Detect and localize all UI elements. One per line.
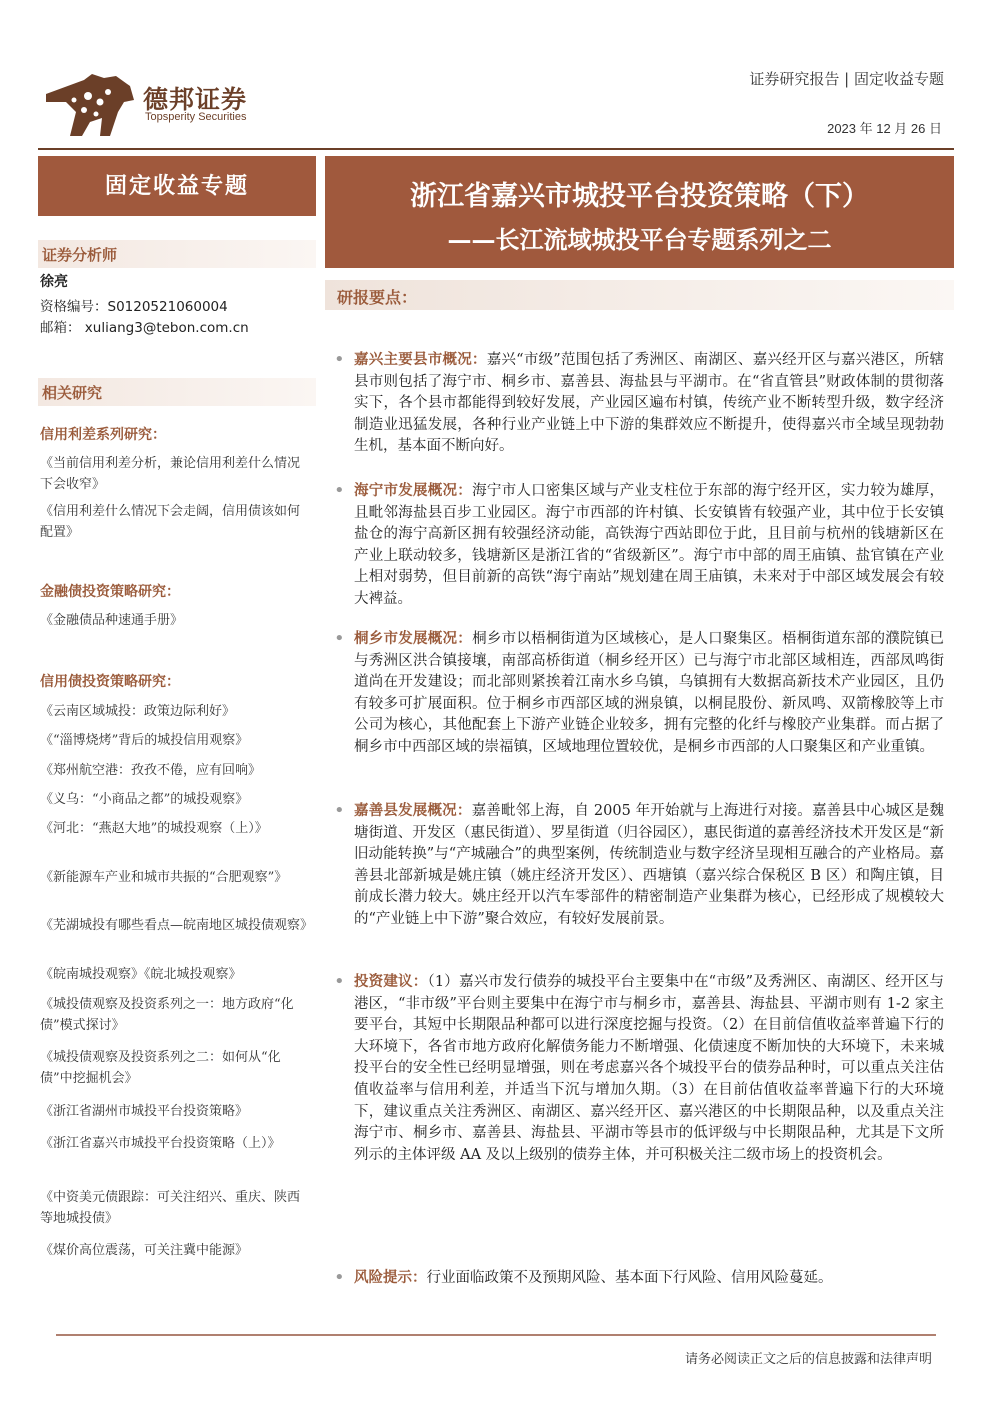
key-points-header [325,280,954,310]
related-link[interactable]: 《云南区域城投：政策边际利好》 [40,704,236,719]
company-logo-icon [44,72,136,138]
key-point-text: （1）嘉兴市发行债券的城投平台主要集中在“市级”及秀洲区、南湖区、经开区与港区，“非市级”平台则主要集中在海宁市与桐乡市，嘉善县、海盐县、平湖市则有 1-2 家主要平台，其短中长期限品种都可以进行深度挖掘与投资。（2）在目前信值收益率普遍下行的大环境下，各省市地方政府化解债务能力不断增强、化债速度不断加快的大环境下，未来城投平台的安全性已经明显增强，则在考虑嘉兴各个城投平台的债券品种时，可以重点关注估值收益率与信用利差，并适当下沉与增加久期。（3）在目前估值收益率普遍下行的大环境下，建议重点关注秀洲区、南湖区、嘉兴经开区、嘉兴港区的中长期限品种，以及重点关注海宁市、桐乡市、嘉善县、海盐县、平湖市等县市的低评级与中长期限品种，尤其是下文所列示的主体评级 AA 及以上级别的债券主体，并可积极关注二级市场上的投资机会。 [354,974,944,1163]
report-type: 证券研究报告 | 固定收益专题 [749,70,944,88]
bullet-icon: • [334,349,345,370]
key-point [354,349,944,458]
key-point-text: 桐乡市以梧桐街道为区域核心，是人口聚集区。梧桐街道东部的濮院镇已与秀洲区洪合镇接壤，南部高桥街道（桐乡经开区）已与海宁市北部区域相连，西部凤鸣街道尚在开发建设；而北部则紧挨着江南水乡乌镇，乌镇拥有大数据高新技术产业园区，且仍有较多可扩展面积。位于桐乡市西部区域的洲泉镇，以桐昆股份、新凤鸣、双箭橡胶等上市公司为核心，其他配套上下游产业链企业较多，拥有完整的化纤与橡胶产业集群。而占据了桐乡市中西部区域的崇福镇，区域地理位置较优，是桐乡市西部的人口聚集区和产业重镇。 [354,631,945,755]
analyst-section-header [38,240,316,268]
related-section-title: 信用利差系列研究： [40,427,166,443]
key-points-header-label: 研报要点： [337,288,418,307]
related-link[interactable]: 《城投债观察及投资系列之二：如何从“化债”中挖掘机会》 [40,1050,281,1086]
bullet-icon: • [334,628,345,649]
key-point [354,480,944,611]
related-link[interactable]: 《皖南城投观察》《皖北城投观察》 [40,967,242,982]
related-section-title: 金融债投资策略研究： [40,584,180,600]
report-subtitle: ——长江流域城投平台专题系列之二 [447,225,832,254]
key-point-title: 投资建议： [354,973,428,990]
analyst-cert: 资格编号：S0120521060004 [40,299,228,315]
related-research-header [38,378,316,406]
related-section-title: 信用债投资策略研究： [40,674,180,690]
brand-name: 德邦证券 [143,85,248,114]
key-point [354,1267,944,1290]
report-title-box [325,156,954,268]
related-link[interactable]: 《河北：“燕赵大地”的城投观察（上）》 [40,821,268,836]
related-link[interactable]: 《金融债品种速通手册》 [40,613,184,628]
key-point-text: 嘉兴“市级”范围包括了秀洲区、南湖区、嘉兴经开区与嘉兴港区，所辖县市则包括了海宁市、桐乡市、嘉善县、海盐县与平湖市。在“省直管县”财政体制的贯彻落实下，各个县市都能得到较好发展，产业园区遍布村镇，传统产业不断转型升级，数字经济制造业迅猛发展，各种行业产业链上中下游的集群效应不断提升，使得嘉兴市全域呈现勃勃生机，基本面不断向好。 [354,352,945,455]
analyst-header-label: 证券分析师 [42,246,118,264]
key-point-text: 行业面临政策不及预期风险、基本面下行风险、信用风险蔓延。 [426,1270,833,1286]
report-title: 浙江省嘉兴市城投平台投资策略（下） [410,181,869,212]
header-divider [38,148,954,150]
key-point-title: 风险提示： [354,1269,427,1286]
footer-disclaimer: 请务必阅读正文之后的信息披露和法律声明 [684,1352,932,1367]
key-point [354,971,944,1166]
bullet-icon: • [334,971,345,992]
related-link[interactable]: 《当前信用利差分析，兼论信用利差什么情况下会收窄》 [40,456,301,492]
bullet-icon: • [334,800,345,821]
related-link[interactable]: 《煤价高位震荡，可关注冀中能源》 [40,1243,249,1258]
brand-name-en: Topsperity Securities [145,111,247,123]
key-point-title: 嘉善县发展概况： [354,802,472,819]
footer-divider [56,1334,936,1336]
related-link[interactable]: 《中资美元债跟踪：可关注绍兴、重庆、陕西等地城投债》 [40,1190,301,1226]
related-header-label: 相关研究 [42,384,103,402]
analyst-name: 徐亮 [40,274,68,290]
bullet-icon: • [334,480,345,501]
related-link[interactable]: 《新能源车产业和城市共振的“合肥观察”》 [40,870,288,885]
bullet-icon: • [334,1267,345,1288]
related-link[interactable]: 《“淄博烧烤”背后的城投信用观察》 [40,733,249,748]
related-link[interactable]: 《郑州航空港：孜孜不倦，应有回响》 [40,763,262,778]
related-link[interactable]: 《信用利差什么情况下会走阔，信用债该如何配置》 [40,504,301,540]
key-point [354,628,944,759]
key-point-text: 海宁市人口密集区域与产业支柱位于东部的海宁经开区，实力较为雄厚，且毗邻海盐县百步工业园区。海宁市西部的许村镇、长安镇皆有较强产业，其中位于长安镇盐仓的海宁高新区拥有较强经济动能，高铁海宁西站即位于此，且目前与杭州的钱塘新区在产业上联动较多，钱塘新区是浙江省的“省级新区”。海宁市中部的周王庙镇、盐官镇在产业上相对弱势，但目前新的高铁“海宁南站”规划建在周王庙镇，未来对于中部区域发展会有较大裨益。 [354,483,945,607]
related-link[interactable]: 《芜湖城投有哪些看点—皖南地区城投债观察》 [40,918,314,933]
key-point-title: 嘉兴主要县市概况： [354,351,487,368]
analyst-email[interactable]: 邮箱： xuliang3@tebon.com.cn [40,320,249,336]
related-link[interactable]: 《浙江省嘉兴市城投平台投资策略（上）》 [40,1136,281,1151]
key-point-text: 嘉善毗邻上海，自 2005 年开始就与上海进行对接。嘉善县中心城区是魏塘街道、开发区（惠民街道）、罗星街道（归谷园区），惠民街道的嘉善经济技术开发区是“新旧动能转换”与“产城融合”的典型案例，传统制造业与数字经济呈现相互融合的产业格局。嘉善县北部新城是姚庄镇（姚庄经济开发区）、西塘镇（嘉兴综合保税区 B 区）和陶庄镇，目前成长潜力较大。姚庄经开以汽车零部件的精密制造产业集群为核心，已经形成了规模较大的“产业链上中下游”聚合效应，有较好发展前景。 [354,803,945,927]
related-link[interactable]: 《义乌：“小商品之都”的城投观察》 [40,792,249,807]
key-point-title: 桐乡市发展概况： [354,630,473,647]
related-link[interactable]: 《浙江省湖州市城投平台投资策略》 [40,1104,249,1119]
key-point-title: 海宁市发展概况： [354,482,473,499]
related-link[interactable]: 《城投债观察及投资系列之一：地方政府“化债”模式探讨》 [40,997,294,1033]
report-date: 2023 年 12 月 26 日 [827,121,942,136]
report-category-label: 固定收益专题 [38,156,316,216]
key-point [354,800,944,931]
